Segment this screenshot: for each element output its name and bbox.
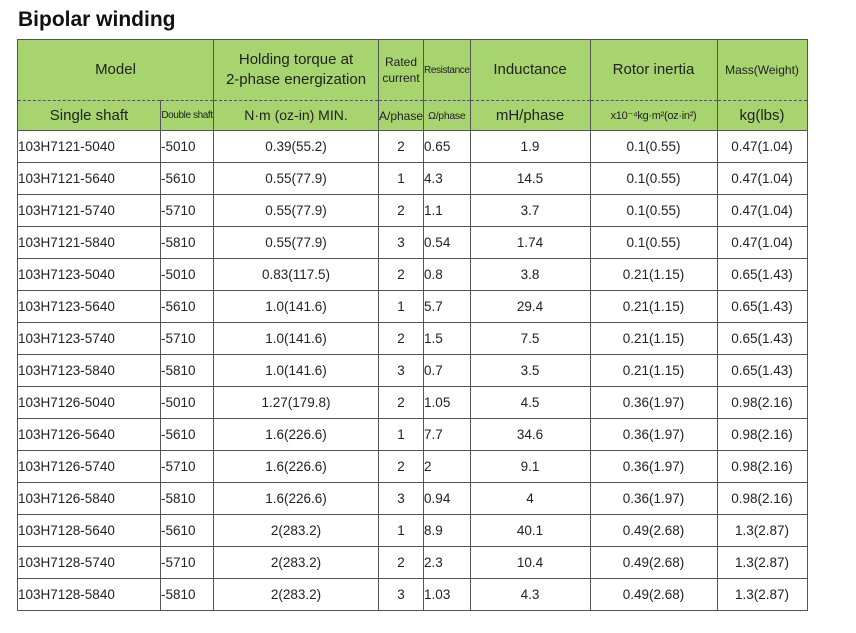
cell-resistance: 8.9 (424, 515, 470, 547)
cell-single-shaft: 103H7121-5640 (18, 163, 161, 195)
cell-double-shaft: -5710 (161, 323, 214, 355)
cell-double-shaft: -5610 (161, 163, 214, 195)
col-header-mass: Mass(Weight) (717, 40, 807, 101)
table-row (18, 547, 808, 579)
cell-mass: 0.98(2.16) (717, 483, 807, 515)
cell-double-shaft: -5810 (161, 579, 214, 611)
subheader-current-unit: A/phase (379, 101, 424, 131)
cell-mass: 0.98(2.16) (717, 419, 807, 451)
cell-resistance: 7.7 (424, 419, 470, 451)
cell-mass: 0.47(1.04) (717, 131, 807, 163)
cell-inertia: 0.21(1.15) (590, 259, 717, 291)
cell-single-shaft: 103H7126-5840 (18, 483, 161, 515)
cell-single-shaft: 103H7123-5040 (18, 259, 161, 291)
table-row (18, 291, 808, 323)
table-row (18, 131, 808, 163)
cell-double-shaft: -5010 (161, 131, 214, 163)
rated-header-line2: current (382, 71, 420, 85)
cell-resistance: 0.94 (424, 483, 470, 515)
table-row (18, 483, 808, 515)
table-row (18, 163, 808, 195)
cell-single-shaft: 103H7128-5740 (18, 547, 161, 579)
cell-mass: 0.65(1.43) (717, 355, 807, 387)
cell-double-shaft: -5610 (161, 515, 214, 547)
cell-torque: 0.83(117.5) (214, 259, 379, 291)
col-header-torque (214, 40, 379, 101)
cell-double-shaft: -5610 (161, 419, 214, 451)
cell-inertia: 0.21(1.15) (590, 355, 717, 387)
cell-torque: 1.0(141.6) (214, 355, 379, 387)
subheader-row (18, 101, 808, 131)
cell-inductance: 14.5 (470, 163, 590, 195)
cell-resistance: 2.3 (424, 547, 470, 579)
cell-current: 3 (379, 227, 424, 259)
rated-header-line1: Rated (385, 55, 418, 69)
cell-inductance: 1.9 (470, 131, 590, 163)
cell-single-shaft: 103H7126-5740 (18, 451, 161, 483)
cell-single-shaft: 103H7121-5740 (18, 195, 161, 227)
table-row (18, 515, 808, 547)
cell-resistance: 0.8 (424, 259, 470, 291)
cell-double-shaft: -5010 (161, 259, 214, 291)
cell-inductance: 4 (470, 483, 590, 515)
cell-single-shaft: 103H7121-5840 (18, 227, 161, 259)
cell-resistance: 4.3 (424, 163, 470, 195)
cell-inductance: 4.5 (470, 387, 590, 419)
cell-inductance: 34.6 (470, 419, 590, 451)
cell-inertia: 0.36(1.97) (590, 419, 717, 451)
cell-inductance: 9.1 (470, 451, 590, 483)
cell-inertia: 0.21(1.15) (590, 291, 717, 323)
subheader-resistance-unit: Ω/phase (424, 101, 470, 131)
cell-torque: 2(283.2) (214, 579, 379, 611)
cell-torque: 1.6(226.6) (214, 451, 379, 483)
cell-torque: 0.55(77.9) (214, 163, 379, 195)
cell-inertia: 0.49(2.68) (590, 515, 717, 547)
cell-single-shaft: 103H7128-5840 (18, 579, 161, 611)
cell-double-shaft: -5710 (161, 195, 214, 227)
cell-resistance: 0.54 (424, 227, 470, 259)
torque-header-line1: Holding torque at (238, 51, 354, 68)
cell-mass: 0.47(1.04) (717, 227, 807, 259)
cell-mass: 0.65(1.43) (717, 323, 807, 355)
cell-single-shaft: 103H7123-5840 (18, 355, 161, 387)
cell-torque: 2(283.2) (214, 515, 379, 547)
cell-torque: 0.55(77.9) (214, 227, 379, 259)
spec-table (17, 39, 808, 611)
table-row (18, 259, 808, 291)
table-row (18, 355, 808, 387)
cell-mass: 0.65(1.43) (717, 259, 807, 291)
cell-double-shaft: -5810 (161, 355, 214, 387)
col-header-model: Model (18, 40, 214, 101)
cell-resistance: 0.7 (424, 355, 470, 387)
cell-torque: 1.6(226.6) (214, 483, 379, 515)
cell-inductance: 3.5 (470, 355, 590, 387)
cell-current: 2 (379, 195, 424, 227)
cell-resistance: 0.65 (424, 131, 470, 163)
subheader-inertia-unit: x10⁻⁴kg·m²(oz·in²) (590, 101, 717, 131)
cell-resistance: 5.7 (424, 291, 470, 323)
cell-current: 2 (379, 451, 424, 483)
subheader-double-shaft: Double shaft (161, 101, 214, 131)
cell-current: 1 (379, 515, 424, 547)
cell-single-shaft: 103H7123-5740 (18, 323, 161, 355)
cell-resistance: 1.03 (424, 579, 470, 611)
cell-inertia: 0.49(2.68) (590, 579, 717, 611)
table-row (18, 419, 808, 451)
cell-current: 3 (379, 355, 424, 387)
cell-single-shaft: 103H7121-5040 (18, 131, 161, 163)
cell-current: 2 (379, 387, 424, 419)
table-row (18, 195, 808, 227)
table-row (18, 579, 808, 611)
cell-inertia: 0.1(0.55) (590, 195, 717, 227)
cell-inductance: 3.7 (470, 195, 590, 227)
cell-double-shaft: -5810 (161, 227, 214, 259)
table-row (18, 227, 808, 259)
subheader-mass-unit: kg(lbs) (717, 101, 807, 131)
cell-inertia: 0.1(0.55) (590, 163, 717, 195)
cell-inertia: 0.36(1.97) (590, 483, 717, 515)
cell-single-shaft: 103H7128-5640 (18, 515, 161, 547)
cell-inertia: 0.49(2.68) (590, 547, 717, 579)
cell-mass: 0.98(2.16) (717, 451, 807, 483)
cell-torque: 1.0(141.6) (214, 291, 379, 323)
cell-resistance: 1.1 (424, 195, 470, 227)
cell-resistance: 2 (424, 451, 470, 483)
cell-torque: 1.0(141.6) (214, 323, 379, 355)
cell-double-shaft: -5710 (161, 451, 214, 483)
cell-inertia: 0.1(0.55) (590, 131, 717, 163)
cell-double-shaft: -5810 (161, 483, 214, 515)
col-header-rotor-inertia: Rotor inertia (590, 40, 717, 101)
cell-mass: 0.65(1.43) (717, 291, 807, 323)
cell-resistance: 1.5 (424, 323, 470, 355)
cell-current: 2 (379, 547, 424, 579)
cell-torque: 0.39(55.2) (214, 131, 379, 163)
cell-mass: 1.3(2.87) (717, 579, 807, 611)
cell-inductance: 1.74 (470, 227, 590, 259)
page-title: Bipolar winding (18, 8, 176, 31)
cell-current: 2 (379, 259, 424, 291)
cell-inductance: 29.4 (470, 291, 590, 323)
subheader-inductance-unit: mH/phase (470, 101, 590, 131)
torque-header-line2: 2-phase energization (225, 71, 367, 88)
cell-inductance: 40.1 (470, 515, 590, 547)
cell-current: 2 (379, 131, 424, 163)
table-row (18, 323, 808, 355)
cell-double-shaft: -5610 (161, 291, 214, 323)
cell-inductance: 3.8 (470, 259, 590, 291)
cell-current: 1 (379, 419, 424, 451)
cell-double-shaft: -5710 (161, 547, 214, 579)
cell-inductance: 7.5 (470, 323, 590, 355)
cell-torque: 2(283.2) (214, 547, 379, 579)
cell-torque: 1.27(179.8) (214, 387, 379, 419)
cell-inertia: 0.36(1.97) (590, 387, 717, 419)
header-row (18, 40, 808, 101)
col-header-rated-current (379, 40, 424, 101)
cell-single-shaft: 103H7126-5640 (18, 419, 161, 451)
cell-torque: 1.6(226.6) (214, 419, 379, 451)
cell-inertia: 0.36(1.97) (590, 451, 717, 483)
table-row (18, 387, 808, 419)
col-header-resistance: Resistance (424, 40, 470, 101)
cell-resistance: 1.05 (424, 387, 470, 419)
cell-mass: 0.98(2.16) (717, 387, 807, 419)
cell-mass: 0.47(1.04) (717, 163, 807, 195)
cell-mass: 1.3(2.87) (717, 515, 807, 547)
cell-mass: 0.47(1.04) (717, 195, 807, 227)
cell-current: 2 (379, 323, 424, 355)
cell-double-shaft: -5010 (161, 387, 214, 419)
cell-current: 3 (379, 483, 424, 515)
cell-current: 3 (379, 579, 424, 611)
cell-single-shaft: 103H7126-5040 (18, 387, 161, 419)
cell-inductance: 10.4 (470, 547, 590, 579)
cell-inductance: 4.3 (470, 579, 590, 611)
table-row (18, 451, 808, 483)
cell-current: 1 (379, 291, 424, 323)
col-header-inductance: Inductance (470, 40, 590, 101)
cell-torque: 0.55(77.9) (214, 195, 379, 227)
cell-inertia: 0.21(1.15) (590, 323, 717, 355)
cell-inertia: 0.1(0.55) (590, 227, 717, 259)
subheader-torque-unit: N·m (oz-in) MIN. (214, 101, 379, 131)
cell-mass: 1.3(2.87) (717, 547, 807, 579)
cell-single-shaft: 103H7123-5640 (18, 291, 161, 323)
subheader-single-shaft: Single shaft (18, 101, 161, 131)
cell-current: 1 (379, 163, 424, 195)
